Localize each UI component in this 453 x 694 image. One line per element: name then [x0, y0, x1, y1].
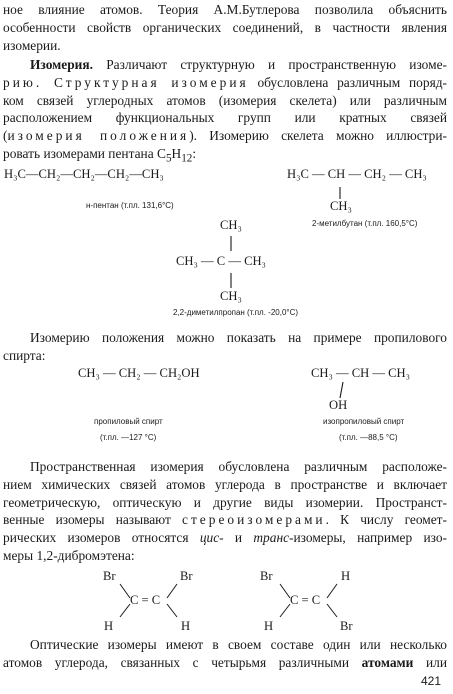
trans-br-left: Br — [260, 569, 273, 583]
neopentane-caption: 2,2-диметилпропан (т.пл. -20,0°С) — [173, 308, 299, 317]
spatial-line-4a: венные изомеры называют — [3, 512, 183, 528]
isomerism-heading: Изомерия. — [30, 57, 93, 72]
pentane-formula: C — [157, 145, 166, 161]
spatial-line-5a: рических изомеров относятся — [3, 530, 200, 546]
isomerism-line-5b: ). Изомерию скелета можно иллюстри- — [189, 128, 448, 144]
isopropanol-structure: CH₃ — CH — CH₃ — [311, 366, 411, 380]
methylbutane-branch: CH₃ — [330, 199, 352, 213]
trans-term: транс — [253, 530, 290, 546]
neopentane-top: CH₃ — [220, 218, 242, 232]
intro-line-2: особенности свойств органических соединений, в частности явления — [3, 19, 447, 35]
propanol-structure: CH₃ — CH₂ — CH₂OH — [78, 366, 200, 380]
cis-br-right: Br — [180, 569, 193, 583]
spatial-line-2: нием химических связей атомов углерода в пространстве и включает — [3, 476, 447, 492]
cis-double-bond: C = C — [130, 593, 161, 607]
propanol-caption: пропиловый спирт — [94, 417, 163, 426]
spatial-paragraph — [3, 458, 447, 565]
spatial-line-5b: и — [223, 530, 254, 546]
spatial-line-1: Пространственная изомерия обусловлена различным расположе- — [30, 459, 447, 474]
page-number: 421 — [420, 674, 441, 688]
position-line-2: спирта: — [3, 347, 46, 363]
trans-h-right: H — [341, 569, 351, 583]
isomerism-line-1: Различают структурную и пространственную изоме- — [106, 57, 447, 72]
spatial-line-5c: -изомеры, например изо- — [289, 530, 447, 546]
isomerism-line-5a: ( — [3, 128, 8, 144]
trans-br-right: Br — [340, 619, 353, 633]
position-term: изомерия положения — [7, 128, 190, 144]
formula-sub-h: 12 — [181, 152, 193, 165]
intro-line-3: изомерии. — [3, 37, 61, 53]
cis-h-right: H — [181, 619, 191, 633]
atoms-bold: атомами — [361, 654, 414, 670]
propanol-bp: (т.пл. —127 °С) — [100, 433, 157, 442]
isomerism-line-6: ровать изомерами пентана — [3, 145, 157, 161]
isomerism-line-4: расположением функциональных групп или кратных связей — [3, 110, 447, 126]
isopropanol-caption: изопропиловый спирт — [323, 417, 405, 426]
cis-term: цис- — [199, 530, 224, 546]
position-paragraph — [3, 329, 447, 365]
spatial-line-6: меры 1,2-дибромэтена: — [3, 547, 135, 563]
isomerism-line-3: ком связей углеродных атомов (изомерия скелета) или различным — [3, 92, 447, 108]
formula-colon: : — [192, 145, 197, 161]
structural-term: рию. Структурная изомерия — [3, 74, 249, 90]
optical-line-2a: атомов углерода, связанных с четырьмя различными — [3, 654, 362, 670]
neopentane-bottom: CH₃ — [220, 289, 242, 303]
isomerism-line-2: обусловлена различным поряд- — [257, 74, 448, 90]
trans-h-left: H — [264, 619, 274, 633]
optical-line-2b: или — [413, 654, 447, 670]
cis-h-left: H — [104, 619, 114, 633]
pentane-structure: H₃C—CH₂—CH₂—CH₂—CH₃ — [4, 167, 164, 181]
position-line-1: Изомерию положения можно показать на примере пропилового — [30, 330, 447, 345]
intro-line-1: ное влияние атомов. Теория А.М.Бутлерова позволила объяснить — [3, 2, 447, 17]
formula-sub-c: 5 — [165, 152, 172, 165]
methylbutane-caption: 2-метилбутан (т.пл. 160,5°С) — [312, 219, 418, 228]
methylbutane-structure: H₃C — CH — CH₂ — CH₃ — [287, 167, 427, 181]
formula-h: H — [171, 145, 182, 161]
neopentane-main: CH₃ — C — CH₃ — [176, 254, 266, 268]
cis-br-left: Br — [103, 569, 116, 583]
isopropanol-oh: OH — [329, 398, 348, 412]
isopropanol-bp: (т.пл. —88,5 °С) — [339, 433, 398, 442]
stereoisomers-term: стереоизомерами — [182, 512, 326, 528]
trans-double-bond: C = C — [290, 593, 321, 607]
spatial-line-3: геометрическую, оптическую и другие виды изомерии. Пространст- — [3, 494, 447, 510]
spatial-line-4b: . К числу геомет- — [325, 512, 447, 528]
optical-paragraph — [3, 636, 447, 672]
pentane-caption: н-пентан (т.пл. 131,6°С) — [86, 201, 174, 210]
optical-line-1: Оптические изомеры имеют в своем составе один или несколько — [30, 637, 447, 652]
